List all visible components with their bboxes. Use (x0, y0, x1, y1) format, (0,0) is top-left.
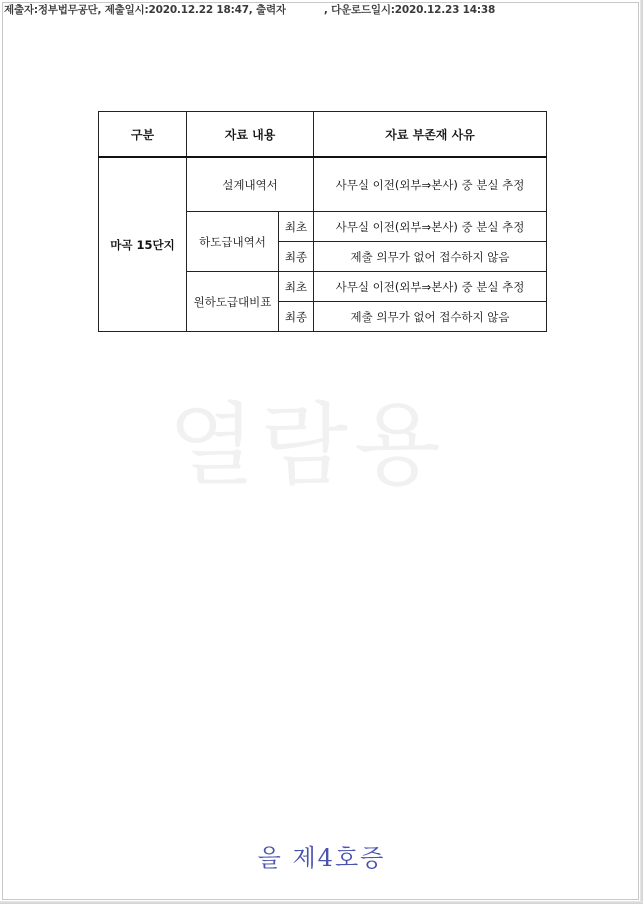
reason-cell: 사무실 이전(외부⇒본사) 중 분실 추정 (314, 157, 547, 212)
sub-cell: 최초 (279, 272, 314, 302)
item-cell: 설계내역서 (187, 157, 314, 212)
column-header-category: 구분 (99, 112, 187, 158)
reason-cell: 사무실 이전(외부⇒본사) 중 분실 추정 (314, 272, 547, 302)
category-cell: 마곡 15단지 (99, 157, 187, 332)
sub-cell: 최초 (279, 212, 314, 242)
missing-documents-table (98, 111, 547, 332)
redaction-mask (286, 5, 324, 16)
column-header-content: 자료 내용 (187, 112, 314, 158)
item-cell: 원하도급대비표 (187, 272, 279, 332)
reason-cell: 제출 의무가 없어 접수하지 않음 (314, 302, 547, 332)
reason-cell: 사무실 이전(외부⇒본사) 중 분실 추정 (314, 212, 547, 242)
reason-cell: 제출 의무가 없어 접수하지 않음 (314, 242, 547, 272)
item-cell: 하도급내역서 (187, 212, 279, 272)
submission-header-left: 제출자:정부법무공단, 제출일시:2020.12.22 18:47, 출력자 (4, 4, 286, 16)
submission-header (4, 2, 495, 17)
watermark: 열람용 (168, 393, 447, 498)
sub-cell: 최종 (279, 242, 314, 272)
sub-cell: 최종 (279, 302, 314, 332)
submission-header-right: , 다운로드일시:2020.12.23 14:38 (323, 4, 496, 16)
table-row (99, 157, 547, 212)
exhibit-label: 을 제4호증 (257, 844, 386, 872)
column-header-reason: 자료 부존재 사유 (314, 112, 547, 158)
table-header-row (99, 112, 547, 158)
